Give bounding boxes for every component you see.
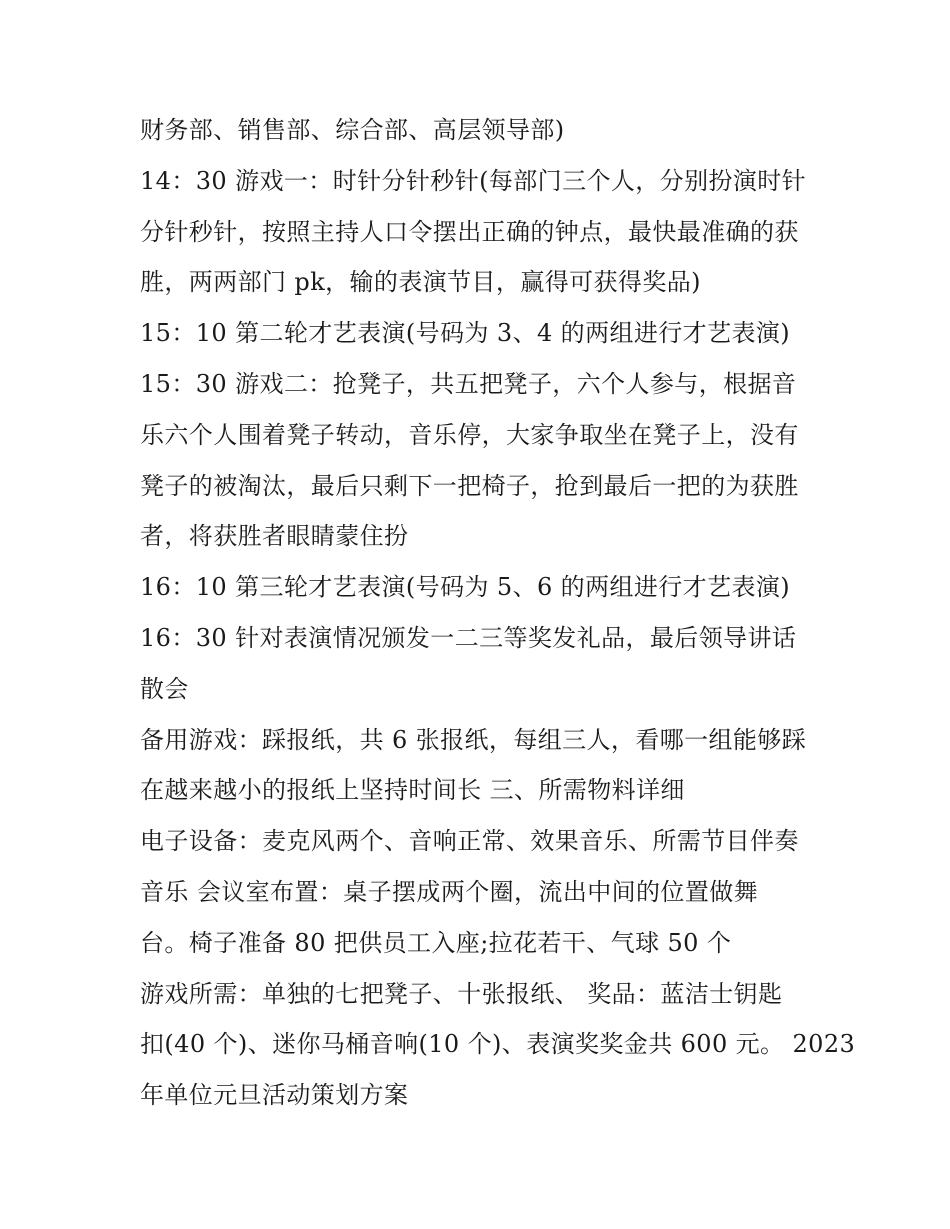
document-body xyxy=(140,105,856,1121)
text-line: 分针秒针，按照主持人口令摆出正确的钟点，最快最准确的获 xyxy=(140,217,799,246)
text-line: 音乐 会议室布置：桌子摆成两个圈，流出中间的位置做舞 xyxy=(140,877,759,906)
text-line: 备用游戏：踩报纸，共 6 张报纸，每组三人，看哪一组能够踩 xyxy=(140,725,807,754)
text-line: 15：30 游戏二：抢凳子，共五把凳子，六个人参与，根据音 xyxy=(140,369,797,398)
text-line: 扣(40 个)、迷你马桶音响(10 个)、表演奖奖金共 600 元。 2023 xyxy=(140,1030,856,1059)
text-line: 散会 xyxy=(140,674,189,703)
text-line: 财务部、销售部、综合部、高层领导部) xyxy=(140,116,565,144)
text-line: 16：10 第三轮才艺表演(号码为 5、6 的两组进行才艺表演) xyxy=(140,573,791,602)
text-line: 在越来越小的报纸上坚持时间长 三、所需物料详细 xyxy=(140,776,685,805)
text-line: 胜，两两部门 pk，输的表演节目，赢得可获得奖品) xyxy=(140,268,701,297)
text-line: 乐六个人围着凳子转动，音乐停，大家争取坐在凳子上，没有 xyxy=(140,420,799,449)
text-line: 台。椅子准备 80 把供员工入座;拉花若干、气球 50 个 xyxy=(140,928,732,957)
text-line: 电子设备：麦克风两个、音响正常、效果音乐、所需节目伴奏 xyxy=(140,827,799,856)
text-line: 15：10 第二轮才艺表演(号码为 3、4 的两组进行才艺表演) xyxy=(140,319,791,348)
text-line: 16：30 针对表演情况颁发一二三等奖发礼品，最后领导讲话 xyxy=(140,623,797,652)
text-line: 14：30 游戏一：时针分针秒针(每部门三个人，分别扮演时针 xyxy=(140,166,807,195)
text-line: 游戏所需：单独的七把凳子、十张报纸、 奖品：蓝洁士钥匙 xyxy=(140,979,783,1008)
text-line: 凳子的被淘汰，最后只剩下一把椅子，抢到最后一把的为获胜 xyxy=(140,471,799,500)
text-line: 者，将获胜者眼睛蒙住扮 xyxy=(140,522,409,551)
text-line: 年单位元旦活动策划方案 xyxy=(140,1081,409,1110)
